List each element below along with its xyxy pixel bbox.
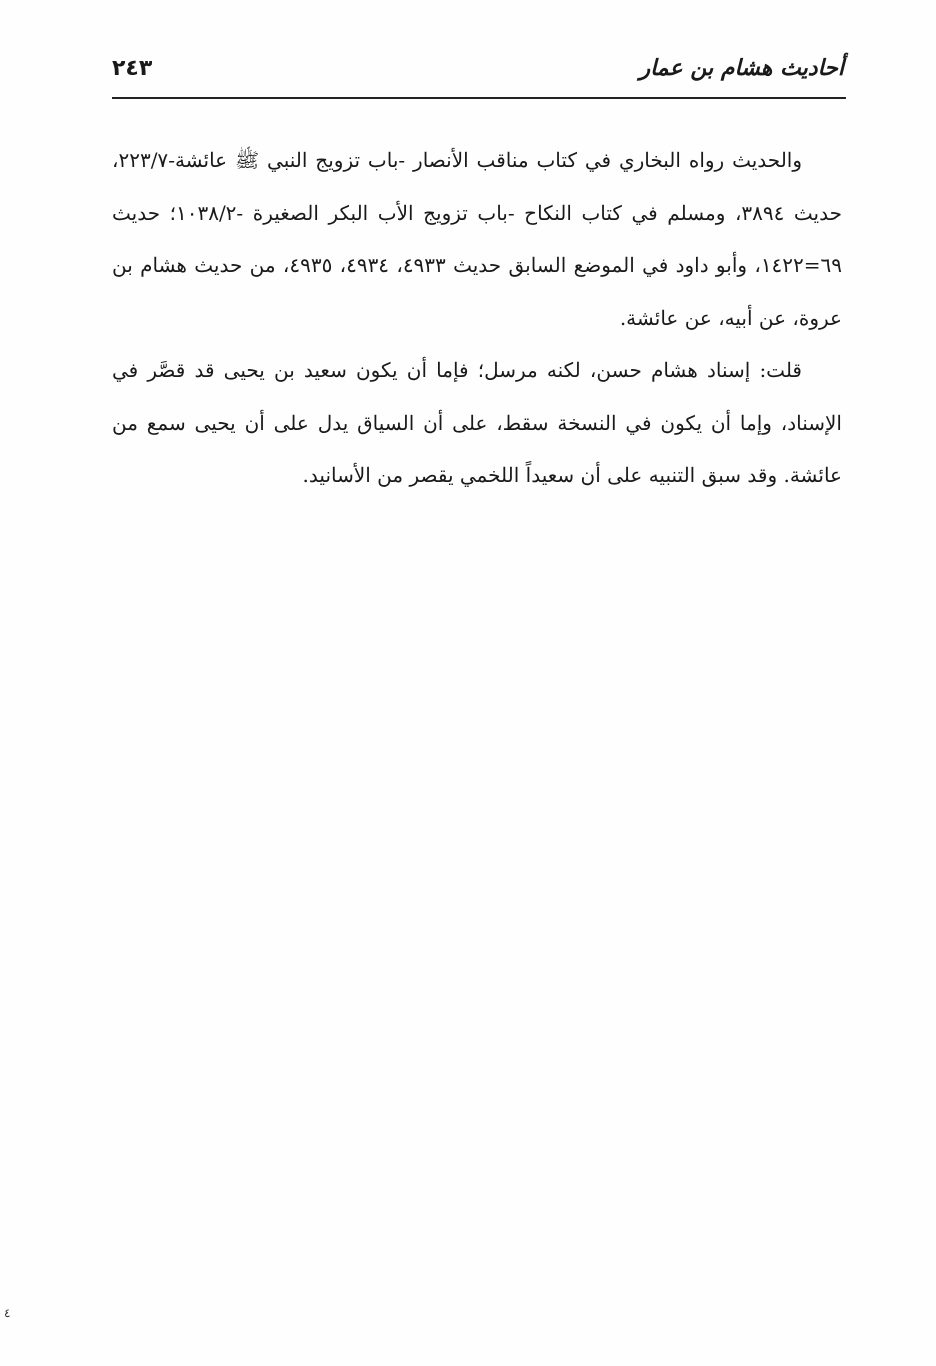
paragraph-commentary: قلت: إسناد هشام حسن، لكنه مرسل؛ فإما أن يكون سعيد بن يحيى قد قصَّر في الإسناد، وإما أن يكون في النسخة سقط، على أن السياق يدل على أن يحيى سمع من عائشة. وقد سبق التنبيه على أن سعيداً اللخمي يقصر من الأسانيد. <box>112 358 842 487</box>
page-number: ٢٤٣ <box>112 56 153 81</box>
main-text <box>112 134 842 502</box>
running-header <box>112 52 844 98</box>
header-divider <box>112 97 846 99</box>
book-title: أحاديث هشام بن عمار <box>639 56 844 81</box>
paragraph-hadith-sources: والحديث رواه البخاري في كتاب مناقب الأنصار -باب تزويج النبي ﷺ عائشة-٢٢٣/٧، حديث ٣٨٩٤، ومسلم في كتاب النكاح -باب تزويج الأب البكر الصغيرة -١٠٣٨/٢؛ حديث ٦٩=١٤٢٢، وأبو داود في الموضع السابق حديث ٤٩٣٣، ٤٩٣٤، ٤٩٣٥، من حديث هشام بن عروة، عن أبيه، عن عائشة. <box>112 148 843 330</box>
margin-mark: ٤ <box>4 1306 11 1320</box>
